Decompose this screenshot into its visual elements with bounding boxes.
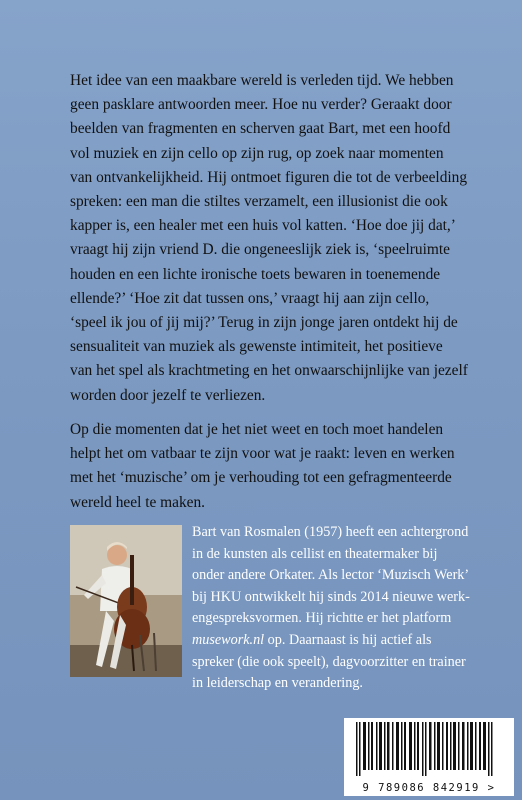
author-bio [70, 522, 472, 695]
author-photo [70, 525, 182, 677]
isbn-barcode [344, 718, 514, 796]
bio-text-end: op. Daarnaast is hij actief als spreker (die ook speelt), dagvoorzitter en trainer in leiderschap en verandering. [192, 631, 466, 692]
blurb-paragraph-1: Het idee van een maakbare wereld is verleden tijd. We hebben geen pasklare antwoorden meer. Hoe nu verder? Geraakt door beelden van fragmenten en scherven gaat Bart, met een hoofd vol muziek en zijn cello op zijn rug, op zoek naar momenten van ontvankelijkheid. Hij ontmoet figuren die tot de verbeelding spreken: een man die stiltes verzamelt, een illusionist die ook kapper is, een healer met een huis vol katten. ‘Hoe doe jij dat,’ vraagt hij zijn vriend D. die ongeneeslijk ziek is, ‘speelruimte houden en een lichte ironische toets bewaren in toenemende ellende?’ ‘Hoe zit dat tussen ons,’ vraagt hij aan zijn cello, ‘speel ik jou of jij mij?’ Terug in zijn jonge jaren ontdekt hij de sensualiteit van muziek als gewenste intimiteit, het positieve van het spel als krachtmeting en het onwaarschijnlijke van jezelf worden door jezelf te verliezen. [70, 72, 468, 404]
isbn-number: 9 789086 842919 > [362, 782, 496, 794]
blurb-paragraph-2: Op die momenten dat je het niet weet en toch moet handelen helpt het om vatbaar te zijn voor wat je raakt: leven en werken met het ‘muzische’ om je verhouding tot een gefragmenteerde wereld heel te maken. [70, 421, 455, 511]
bio-text-start: Bart van Rosmalen (1957) heeft een achtergrond in de kunsten als cellist en theatermaker bij onder andere Orkater. Als lector ‘Muzisch Werk’ bij HKU ontwikkelt hij sinds 2014 nieuwe werkengespreksvormen. Hij richtte er het platform [192, 524, 470, 627]
barcode-bars [352, 722, 506, 776]
website-link[interactable]: musework.nl [192, 631, 265, 648]
